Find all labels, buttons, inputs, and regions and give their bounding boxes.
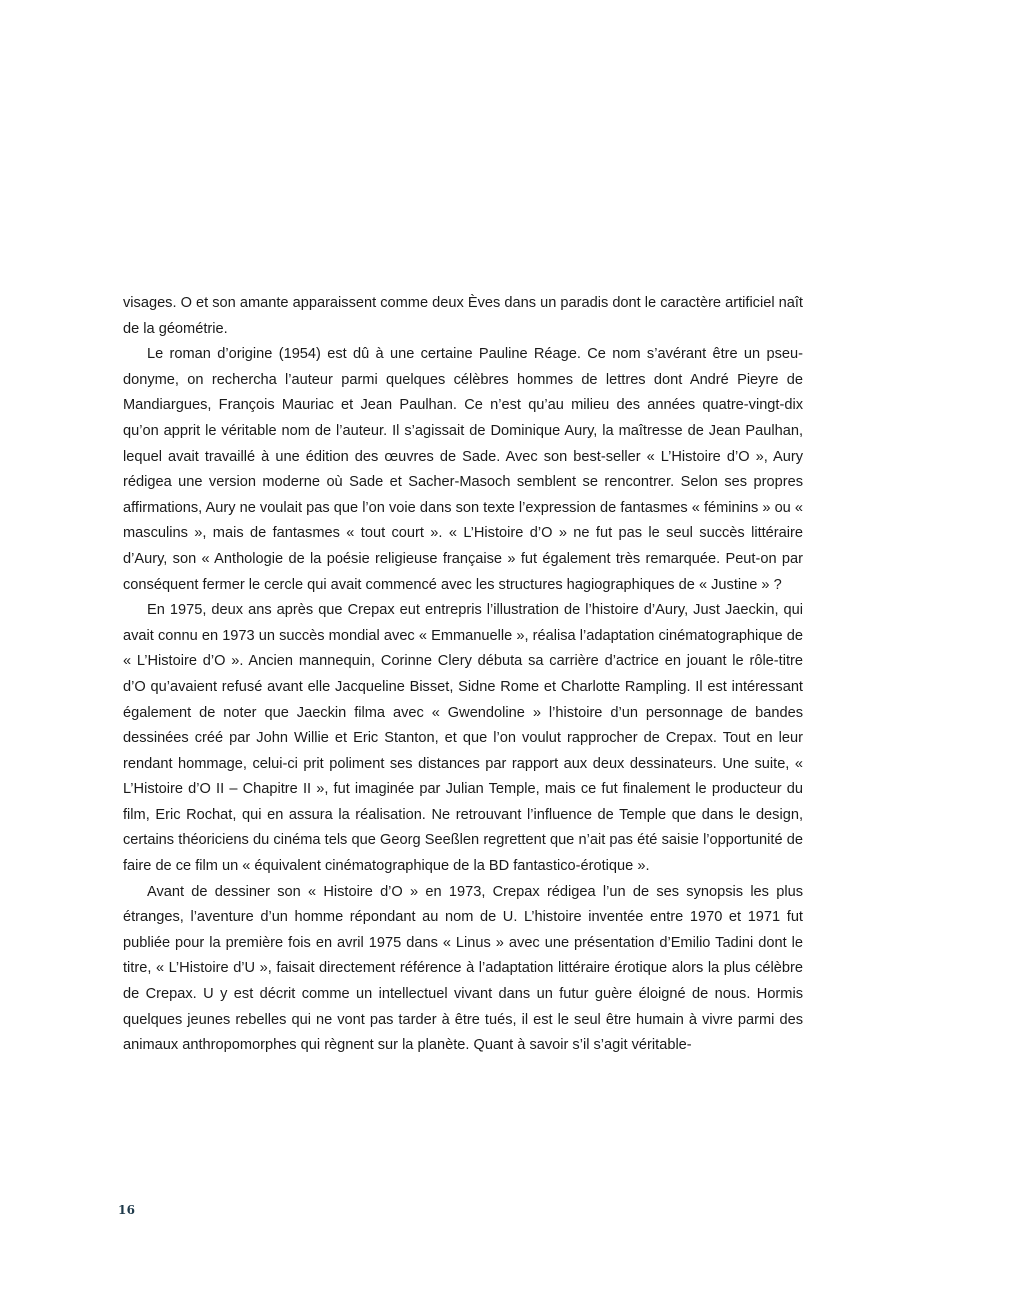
paragraph-2: Le roman d’origine (1954) est dû à une certaine Pauline Réage. Ce nom s’avérant être un pseudonyme, on rechercha l’auteur parmi quelques célèbres hommes de lettres dont André Pieyre de Mandiargues, François Mauriac et Jean Paulhan. Ce n’est qu’au milieu des années quatre-vingt-dix qu’on apprit le véritable nom de l’auteur. Il s’agissait de Dominique Aury, la maîtresse de Jean Paulhan, lequel avait travaillé à une édition des œuvres de Sade. Avec son best-seller « L’Histoire d’O », Aury rédigea une version moderne où Sade et Sacher-Masoch semblent se rencontrer. Selon ses propres affirmations, Aury ne voulait pas que l’on voie dans son texte l’expression de fantasmes « féminins » ou « masculins », mais de fantasmes « tout court ». « L’Histoire d’O » ne fut pas le seul succès littéraire d’Aury, son « Anthologie de la poésie religieuse française » fut également très remarquée. Peut-on par conséquent fermer le cercle qui avait commencé avec les structures hagiographiques de « Justine » ?	[123, 346, 803, 593]
page-number: 16	[118, 1203, 136, 1217]
body-text	[123, 291, 803, 1059]
paragraph-1: visages. O et son amante apparaissent comme deux Èves dans un paradis dont le caractère artificiel naît de la géométrie.	[123, 295, 803, 337]
paragraph-3: En 1975, deux ans après que Crepax eut entrepris l’illustration de l’histoire d’Aury, Just Jaeckin, qui avait connu en 1973 un succès mondial avec « Emmanuelle », réalisa l’adaptation cinématographique de « L’Histoire d’O ». Ancien mannequin, Corinne Clery débuta sa carrière d’actrice en jouant le rôle-titre d’O qu’avaient refusé avant elle Jacqueline Bisset, Sidne Rome et Charlotte Rampling. Il est intéressant également de noter que Jaeckin filma avec « Gwendoline » l’histoire d’un personnage de bandes dessinées créé par John Willie et Eric Stanton, et que l’on voulut rapprocher de Crepax. Tout en leur rendant hommage, celui-ci prit poliment ses distances par rapport aux deux dessinateurs. Une suite, « L’Histoire d’O II – Chapitre II », fut imaginée par Julian Temple, mais ce fut finalement le producteur du film, Eric Rochat, qui en assura la réalisation. Ne retrouvant l’influence de Temple que dans le design, certains théoriciens du cinéma tels que Georg Seeßlen regrettent que n’ait pas été saisie l’opportunité de faire de ce film un « équivalent cinématographique de la BD fantastico-érotique ».	[123, 602, 803, 875]
paragraph-4: Avant de dessiner son « Histoire d’O » en 1973, Crepax rédigea l’un de ses synopsis les plus étranges, l’aventure d’un homme répondant au nom de U. L’histoire inventée entre 1970 et 1971 fut publiée pour la première fois en avril 1975 dans « Linus » avec une présentation d’Emilio Tadini dont le titre, « L’Histoire d’U », faisait directement référence à l’adaptation littéraire érotique alors la plus célèbre de Crepax. U y est décrit comme un intellectuel vivant dans un futur guère éloigné de nous. Hormis quelques jeunes rebelles qui ne vont pas tarder à être tués, il est le seul être humain à vivre parmi des animaux anthropomorphes qui règnent sur la planète. Quant à savoir s’il s’agit véritable-	[123, 883, 803, 1054]
